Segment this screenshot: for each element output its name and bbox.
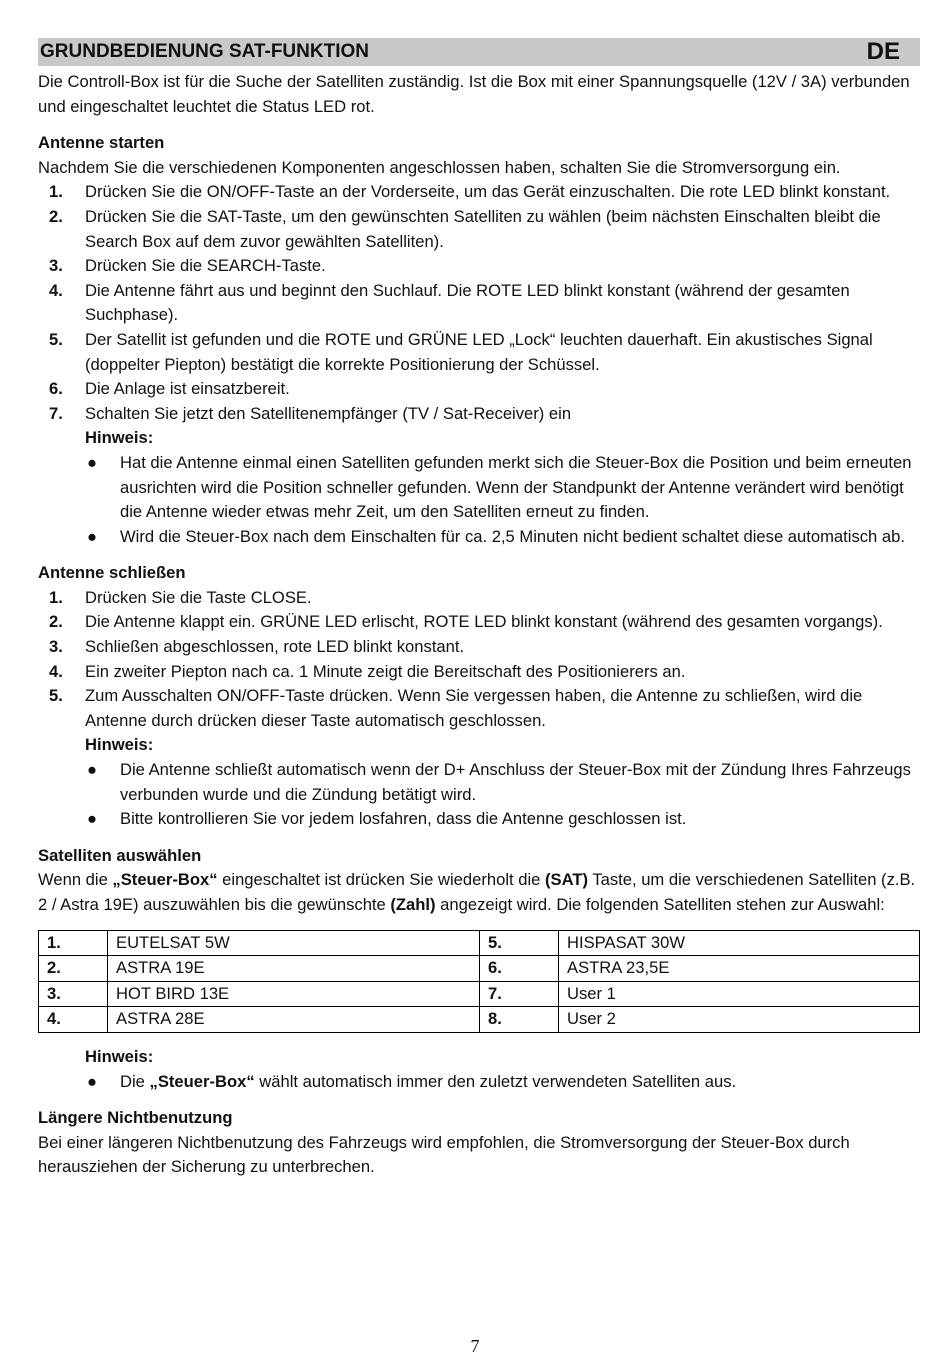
step-number: 5. xyxy=(49,686,63,706)
table-cell: 1. xyxy=(39,930,108,956)
start-steps xyxy=(38,180,920,426)
table-cell: HOT BIRD 13E xyxy=(108,981,480,1007)
note-label: Hinweis: xyxy=(85,735,154,755)
table-row xyxy=(39,1007,920,1033)
page-number: 7 xyxy=(470,1336,480,1356)
document-page xyxy=(38,38,920,1180)
note-text: Die Antenne schließt automatisch wenn der D+ Anschluss der Steuer-Box mit der Zündung Ihres Fahrzeugs verbunden wurde und die Zündung betätigt wird. xyxy=(120,760,911,804)
step-number: 3. xyxy=(49,256,63,276)
list-item xyxy=(38,586,920,611)
note-text: Bitte kontrollieren Sie vor jedem losfahren, dass die Antenne geschlossen ist. xyxy=(120,809,687,829)
text-bold: „Steuer-Box“ xyxy=(149,1071,255,1091)
list-item xyxy=(38,1070,920,1095)
step-number: 6. xyxy=(49,379,63,399)
step-text: Zum Ausschalten ON/OFF-Taste drücken. Wenn Sie vergessen haben, die Antenne zu schließen, wird die Antenne durch drücken dieser Taste automatisch geschlossen. xyxy=(85,686,863,730)
step-text: Der Satellit ist gefunden und die ROTE und GRÜNE LED „Lock“ leuchten dauerhaft. Ein akustisches Signal (doppelter Piepton) bestätigt die korrekte Positionierung der Schüssel. xyxy=(85,329,873,374)
idle-heading: Längere Nichtbenutzung xyxy=(38,1108,233,1128)
step-text: Drücken Sie die ON/OFF-Taste an der Vorderseite, um das Gerät einzuschalten. Die rote LED blinkt konstant. xyxy=(85,182,891,202)
list-item xyxy=(38,610,920,635)
bullet-icon: ● xyxy=(87,1071,98,1091)
step-text: Drücken Sie die SEARCH-Taste. xyxy=(85,256,326,276)
text-segment: Taste, um die verschiedenen Satelliten (z.B. 2 / Astra 19E) auszuwählen bis die gewünschte xyxy=(38,870,916,914)
step-text: Drücken Sie die Taste CLOSE. xyxy=(85,587,312,607)
step-number: 7. xyxy=(49,403,63,423)
list-item xyxy=(38,377,920,402)
text-segment: Wenn die xyxy=(38,870,113,890)
start-heading: Antenne starten xyxy=(38,133,165,153)
start-notes xyxy=(38,451,920,549)
section-header xyxy=(38,38,920,66)
bullet-icon: ● xyxy=(87,760,98,780)
step-number: 2. xyxy=(49,206,63,226)
step-text: Schließen abgeschlossen, rote LED blinkt konstant. xyxy=(85,637,465,657)
intro-paragraph: Die Controll-Box ist für die Suche der Satelliten zuständig. Ist die Box mit einer Spannungsquelle (12V / 3A) verbunden und eingeschaltet leuchtet die Status LED rot. xyxy=(38,72,910,116)
table-cell: User 2 xyxy=(559,1007,920,1033)
table-cell: ASTRA 28E xyxy=(108,1007,480,1033)
table-cell: 2. xyxy=(39,956,108,982)
list-item xyxy=(38,328,920,377)
idle-paragraph: Bei einer längeren Nichtbenutzung des Fahrzeugs wird empfohlen, die Stromversorgung der Steuer-Box durch herausziehen der Sicherung zu unterbrechen. xyxy=(38,1132,850,1177)
text-segment: angezeigt wird. Die folgenden Satelliten stehen zur Auswahl: xyxy=(435,895,885,914)
table-cell: 8. xyxy=(480,1007,559,1033)
select-paragraph xyxy=(38,868,920,917)
list-item xyxy=(38,279,920,328)
table-row xyxy=(39,956,920,982)
step-text: Drücken Sie die SAT-Taste, um den gewünschten Satelliten zu wählen (beim nächsten Einschalten bleibt die Search Box auf dem zuvor gewählten Satelliten). xyxy=(85,206,881,251)
list-item xyxy=(38,807,920,832)
table-cell: 5. xyxy=(480,930,559,956)
table-cell: 4. xyxy=(39,1007,108,1033)
table-cell: User 1 xyxy=(559,981,920,1007)
list-item xyxy=(38,660,920,685)
table-cell: EUTELSAT 5W xyxy=(108,930,480,956)
start-lead: Nachdem Sie die verschiedenen Komponenten angeschlossen haben, schalten Sie die Stromversorgung ein. xyxy=(38,157,841,177)
table-cell: ASTRA 23,5E xyxy=(559,956,920,982)
step-text: Ein zweiter Piepton nach ca. 1 Minute zeigt die Bereitschaft des Positionierers an. xyxy=(85,661,686,681)
list-item xyxy=(38,205,920,254)
close-steps xyxy=(38,586,920,734)
note-text: Hat die Antenne einmal einen Satelliten gefunden merkt sich die Steuer-Box die Position und beim erneuten ausrichten wird die Position schneller gefunden. Wenn der Standpunkt der Antenne verändert wird benötigt die Antenne wieder etwas mehr Zeit, um den Satelliten erneut zu finden. xyxy=(120,452,912,522)
text-bold: „Steuer-Box“ xyxy=(112,870,218,890)
step-text: Die Anlage ist einsatzbereit. xyxy=(85,379,290,399)
note-text xyxy=(120,1070,920,1095)
table-cell: 3. xyxy=(39,981,108,1007)
step-text: Die Antenne fährt aus und beginnt den Suchlauf. Die ROTE LED blinkt konstant (während der gesamten Suchphase). xyxy=(85,280,850,325)
step-number: 5. xyxy=(49,329,63,349)
table-row xyxy=(39,981,920,1007)
note-label: Hinweis: xyxy=(85,1046,154,1066)
step-number: 4. xyxy=(49,661,63,681)
text-segment: eingeschaltet ist drücken Sie wiederholt die xyxy=(217,870,545,890)
bullet-icon: ● xyxy=(87,452,98,472)
table-cell: 6. xyxy=(480,956,559,982)
select-heading: Satelliten auswählen xyxy=(38,845,202,865)
text-segment: Die xyxy=(120,1071,150,1091)
step-number: 3. xyxy=(49,637,63,657)
close-heading: Antenne schließen xyxy=(38,563,186,583)
list-item xyxy=(38,451,920,525)
list-item xyxy=(38,254,920,279)
text-bold: (Zahl) xyxy=(390,895,436,914)
table-row xyxy=(39,930,920,956)
bullet-icon: ● xyxy=(87,526,98,546)
table-cell: HISPASAT 30W xyxy=(559,930,920,956)
note-text: Wird die Steuer-Box nach dem Einschalten für ca. 2,5 Minuten nicht bedient schaltet diese automatisch ab. xyxy=(120,526,905,546)
section-title: GRUNDBEDIENUNG SAT-FUNKTION xyxy=(40,40,369,62)
table-cell: ASTRA 19E xyxy=(108,956,480,982)
list-item xyxy=(38,525,920,550)
step-number: 1. xyxy=(49,587,63,607)
text-segment: wählt automatisch immer den zuletzt verwendeten Satelliten aus. xyxy=(254,1071,737,1091)
table-cell: 7. xyxy=(480,981,559,1007)
note-label: Hinweis: xyxy=(85,428,154,448)
text-bold: (SAT) xyxy=(545,870,589,890)
list-item xyxy=(38,180,920,205)
step-text: Die Antenne klappt ein. GRÜNE LED erlischt, ROTE LED blinkt konstant (während des gesamten vorgangs). xyxy=(85,612,883,632)
language-code: DE xyxy=(866,37,900,65)
list-item xyxy=(38,684,920,733)
list-item xyxy=(38,758,920,807)
satellite-table xyxy=(38,930,920,1033)
step-number: 2. xyxy=(49,612,63,632)
step-number: 1. xyxy=(49,182,63,202)
step-text: Schalten Sie jetzt den Satellitenempfänger (TV / Sat-Receiver) ein xyxy=(85,403,572,423)
bullet-icon: ● xyxy=(87,809,98,829)
select-notes xyxy=(38,1070,920,1095)
list-item xyxy=(38,635,920,660)
close-notes xyxy=(38,758,920,832)
step-number: 4. xyxy=(49,280,63,300)
list-item xyxy=(38,402,920,427)
